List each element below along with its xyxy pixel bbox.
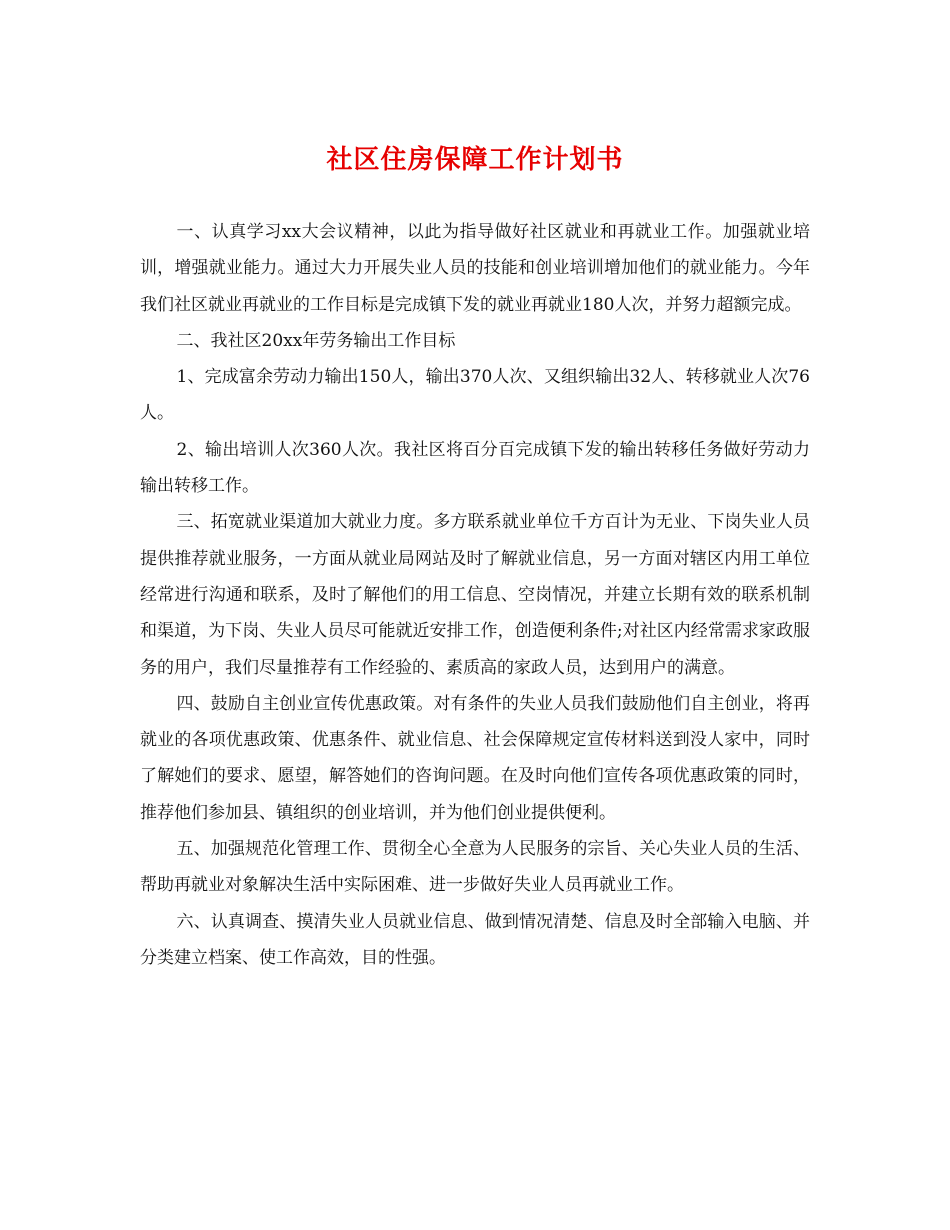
paragraph-3: 1、完成富余劳动力输出150人，输出370人次、又组织输出32人、转移就业人次76人。 <box>140 367 810 424</box>
paragraph-1: 一、认真学习xx大会议精神，以此为指导做好社区就业和再就业工作。加强就业培训，增强就业能力。通过大力开展失业人员的技能和创业培训增加他们的就业能力。今年我们社区就业再就业的工作目标是完成镇下发的就业再就业180人次，并努力超额完成。 <box>140 222 810 315</box>
paragraph-8: 六、认真调查、摸清失业人员就业信息、做到情况清楚、信息及时全部输入电脑、并分类建立档案、使工作高效，目的性强。 <box>140 911 810 968</box>
paragraph-4: 2、输出培训人次360人次。我社区将百分百完成镇下发的输出转移任务做好劳动力输出转移工作。 <box>140 439 810 497</box>
paragraph-7: 五、加强规范化管理工作、贯彻全心全意为人民服务的宗旨、关心失业人员的生活、帮助再就业对象解决生活中实际困难、进一步做好失业人员再就业工作。 <box>140 839 810 896</box>
document-title: 社区住房保障工作计划书 <box>326 145 624 175</box>
paragraph-5: 三、拓宽就业渠道加大就业力度。多方联系就业单位千方百计为无业、下岗失业人员提供推荐就业服务，一方面从就业局网站及时了解就业信息，另一方面对辖区内用工单位经常进行沟通和联系，及时了解他们的用工信息、空岗情况，并建立长期有效的联系机制和渠道，为下岗、失业人员尽可能就近安排工作，创造便利条件;对社区内经常需求家政服务的用户，我们尽量推荐有工作经验的、素质高的家政人员，达到用户的满意。 <box>140 512 810 678</box>
document-body <box>140 214 810 976</box>
paragraph-2: 二、我社区20xx年劳务输出工作目标 <box>176 330 456 351</box>
paragraph-6: 四、鼓励自主创业宣传优惠政策。对有条件的失业人员我们鼓励他们自主创业，将再就业的各项优惠政策、优惠条件、就业信息、社会保障规定宣传材料送到没人家中，同时了解她们的要求、愿望，解答她们的咨询问题。在及时向他们宣传各项优惠政策的同时，推荐他们参加县、镇组织的创业培训，并为他们创业提供便利。 <box>140 693 810 823</box>
